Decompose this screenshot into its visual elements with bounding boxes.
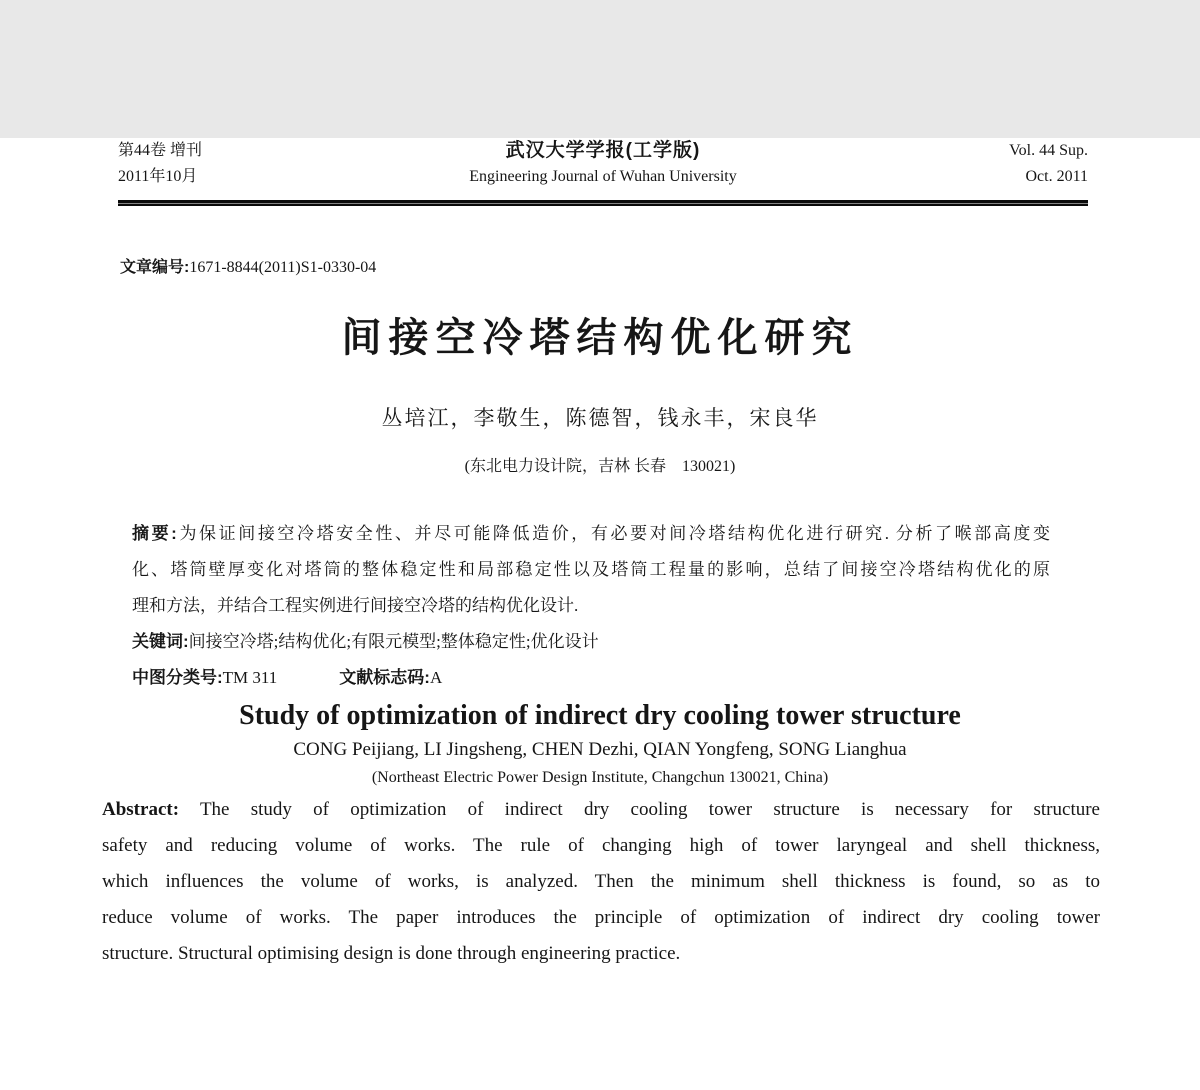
keywords-chinese-line: [132, 624, 1050, 660]
affiliation-english: (Northeast Electric Power Design Institute, Changchun 130021, China): [371, 769, 829, 786]
abstract-chinese-line: [132, 516, 1050, 552]
masthead-issue-volume: 第44卷 增刊: [118, 142, 203, 159]
authors-chinese: 丛培江，李敬生，陈德智，钱永丰，宋良华: [381, 406, 819, 430]
abstract-english-line: structure. Structural optimising design is done through engineering practice.: [102, 943, 681, 964]
abstract-english-block: [102, 792, 1100, 972]
abstract-chinese-line: 化、塔筒壁厚变化对塔筒的整体稳定性和局部稳定性以及塔筒工程量的影响，总结了间接空冷塔结构优化的原: [132, 560, 1050, 579]
masthead-rule: [118, 200, 1088, 206]
abstract-english-line: which influences the volume of works, is analyzed. Then the minimum shell thickness is found, so as to: [102, 871, 1100, 892]
doc-code-value: A: [429, 668, 443, 687]
keywords-chinese-label: 关键词:: [132, 632, 189, 651]
keywords-chinese-text: 间接空冷塔;结构优化;有限元模型;整体稳定性;优化设计: [188, 632, 599, 651]
abstract-chinese-line: 理和方法，并结合工程实例进行间接空冷塔的结构优化设计.: [132, 596, 579, 615]
affiliation-chinese: (东北电力设计院，吉林 长春 130021): [464, 458, 736, 475]
abstract-english-label: Abstract:: [102, 799, 180, 820]
title-chinese: 间接空冷塔结构优化研究: [341, 316, 859, 360]
abstract-english-line: reduce volume of works. The paper introduces the principle of optimization of indirect dry cooling tower: [102, 907, 1100, 928]
doc-code-label: 文献标志码:: [339, 668, 430, 687]
abstract-chinese-block: [132, 516, 1050, 696]
clc-label: 中图分类号:: [132, 668, 223, 687]
masthead-journal-title-en: Engineering Journal of Wuhan University: [469, 168, 737, 185]
abstract-english-line: [102, 792, 1100, 828]
masthead-issue-date: 2011年10月: [118, 168, 198, 185]
article-number-line: [120, 256, 1200, 280]
masthead-issue: [118, 138, 338, 190]
abstract-english-line: safety and reducing volume of works. The rule of changing high of tower laryngeal and shell thickness,: [102, 835, 1100, 856]
journal-page: [0, 138, 1200, 1090]
article-number-label: 文章编号:: [120, 259, 190, 276]
abstract-english-text: The study of optimization of indirect dry cooling tower structure is necessary for structure: [199, 799, 1100, 820]
classification-line: [132, 660, 1050, 696]
title-english: Study of optimization of indirect dry cooling tower structure: [239, 700, 961, 731]
article-number-value: 1671-8844(2011)S1-0330-04: [189, 259, 377, 276]
authors-english: CONG Peijiang, LI Jingsheng, CHEN Dezhi, QIAN Yongfeng, SONG Lianghua: [293, 739, 907, 760]
clc-value: TM 311: [222, 668, 278, 687]
masthead-journal: [338, 138, 868, 190]
masthead-date-en: Oct. 2011: [1025, 168, 1088, 185]
masthead-volume-info: [868, 138, 1088, 190]
masthead-volume-en: Vol. 44 Sup.: [1009, 142, 1088, 159]
masthead-journal-title-cn: 武汉大学学报(工学版): [505, 140, 701, 161]
abstract-chinese-label: 摘要:: [132, 524, 177, 543]
abstract-chinese-text: 为保证间接空冷塔安全性、并尽可能降低造价，有必要对间冷塔结构优化进行研究. 分析了喉部高度变: [176, 524, 1051, 543]
masthead: [118, 138, 1088, 190]
